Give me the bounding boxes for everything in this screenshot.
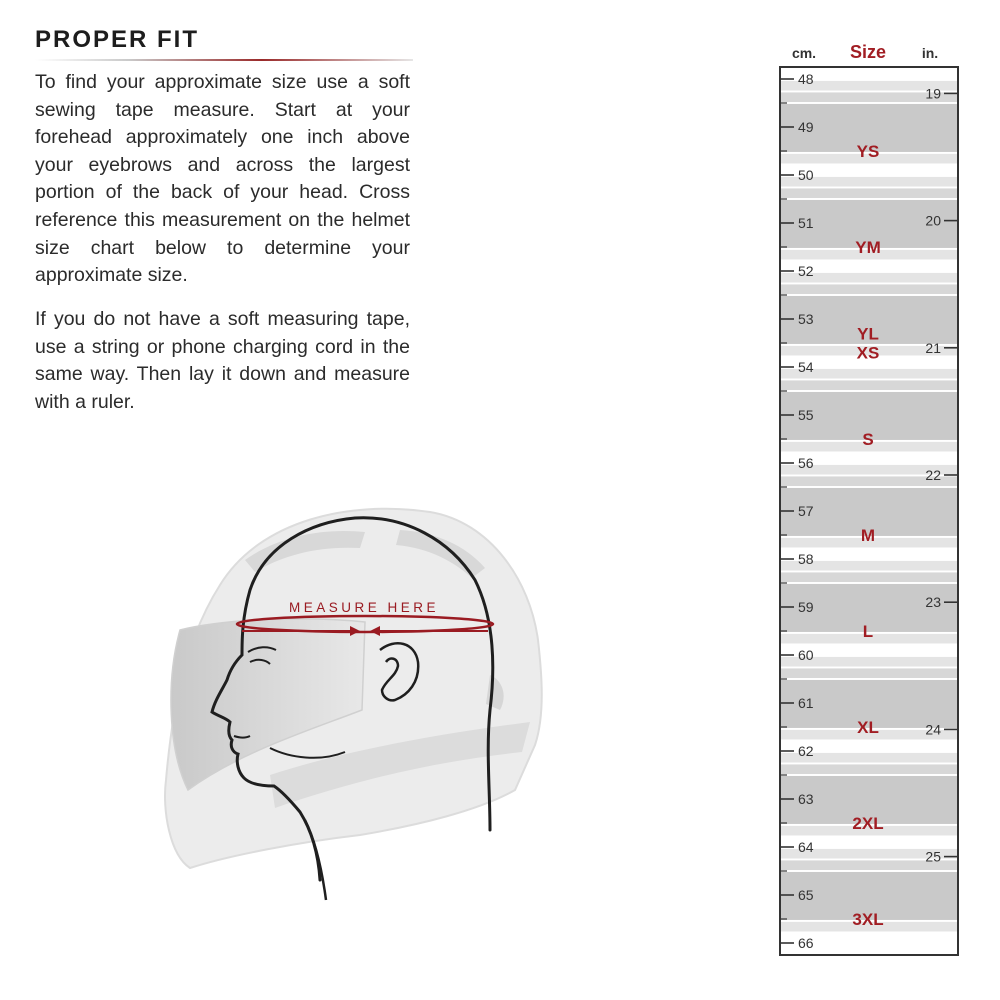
size-label: M bbox=[860, 526, 876, 545]
size-label: 3XL bbox=[852, 910, 884, 929]
size-label: XS bbox=[856, 343, 880, 363]
cm-tick-label: 52 bbox=[798, 263, 814, 279]
inch-tick-label: 19 bbox=[925, 85, 941, 102]
band-mid bbox=[780, 188, 958, 198]
size-label: XL bbox=[857, 718, 879, 737]
band-mid bbox=[780, 380, 958, 390]
instructions-paragraph-1: To find your approximate size use a soft sewing tape measure. Start at your forehead approximately one inch above your eyebrows and across the largest portion of the back of your head. Cross reference this measurement on the helmet size chart below to determine your approximate size. bbox=[35, 71, 410, 287]
cm-tick-label: 53 bbox=[798, 311, 814, 327]
cm-header: cm. bbox=[791, 45, 817, 61]
helmet-head-illustration bbox=[150, 490, 550, 910]
cm-tick-label: 66 bbox=[798, 935, 814, 951]
cm-tick-label: 54 bbox=[798, 359, 814, 375]
inch-tick-label: 25 bbox=[925, 848, 941, 865]
inch-tick-label: 23 bbox=[925, 594, 941, 611]
inch-tick-label: 22 bbox=[925, 467, 941, 483]
cm-tick-label: 59 bbox=[798, 599, 814, 615]
instructions-paragraph-2: If you do not have a soft measuring tape, use a string or phone charging cord in the same way. Then lay it down and measure with a ruler. bbox=[35, 308, 410, 413]
size-label: YM bbox=[855, 238, 881, 257]
inch-header: in. bbox=[921, 45, 939, 61]
band-mid bbox=[780, 764, 958, 774]
measure-here-label: MEASURE HERE bbox=[288, 600, 440, 615]
band-mid bbox=[780, 284, 958, 294]
cm-tick-label: 57 bbox=[798, 503, 814, 519]
cm-tick-label: 49 bbox=[798, 119, 814, 135]
cm-tick-label: 51 bbox=[798, 215, 814, 231]
size-label: YL bbox=[857, 324, 879, 344]
cm-tick-label: 62 bbox=[798, 743, 814, 759]
band-mid bbox=[780, 572, 958, 582]
cm-tick-label: 58 bbox=[798, 551, 814, 567]
cm-tick-label: 65 bbox=[798, 887, 814, 903]
cm-tick-label: 64 bbox=[798, 839, 814, 855]
inch-tick-label: 20 bbox=[925, 212, 941, 229]
band-mid bbox=[780, 668, 958, 678]
title-divider bbox=[35, 59, 413, 61]
size-label: YS bbox=[856, 142, 880, 161]
size-chart bbox=[760, 38, 980, 968]
size-label: S bbox=[862, 430, 874, 449]
cm-tick-label: 48 bbox=[798, 71, 814, 87]
inch-tick-label: 21 bbox=[925, 339, 941, 356]
inch-tick-label: 24 bbox=[925, 721, 941, 738]
size-label: 2XL bbox=[852, 814, 884, 833]
cm-tick-label: 61 bbox=[798, 695, 814, 711]
page-title: PROPER FIT bbox=[35, 26, 200, 53]
cm-tick-label: 56 bbox=[798, 455, 814, 471]
size-label: L bbox=[862, 622, 874, 641]
cm-tick-label: 55 bbox=[798, 407, 814, 423]
cm-tick-label: 60 bbox=[798, 647, 814, 663]
cm-tick-label: 63 bbox=[798, 791, 814, 807]
size-header: Size bbox=[849, 42, 887, 62]
cm-tick-label: 50 bbox=[798, 167, 814, 183]
